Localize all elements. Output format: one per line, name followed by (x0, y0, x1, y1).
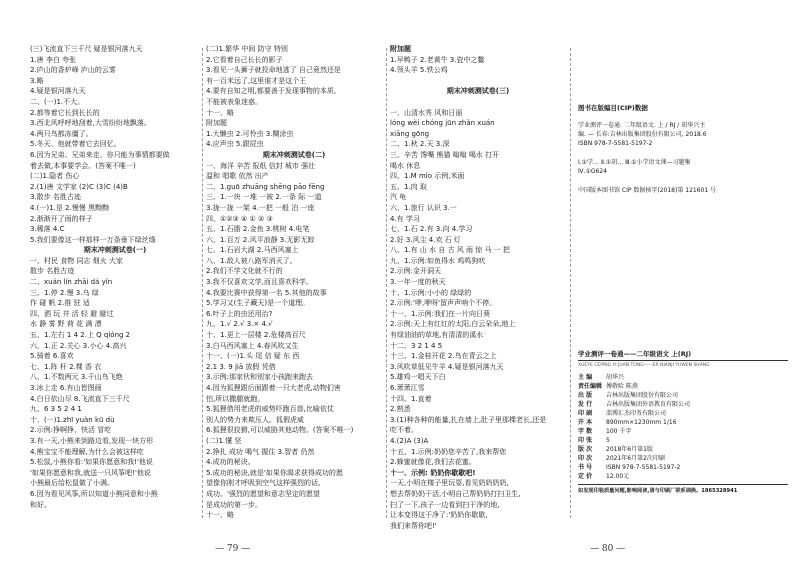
answer-column-2 (206, 44, 382, 521)
book-info-key: 主 编 (578, 374, 593, 381)
answer-line: 八、1.有 山 水 自 古 风 雨 惊 马 一 把 (390, 246, 510, 255)
column-divider (202, 48, 203, 518)
answer-line: 散步 名胜古迹 (30, 267, 75, 276)
book-info-row (578, 454, 788, 463)
answer-line: 三、辛苦 馋嘴 熊猫 嗡嗡 喝水 打开 (390, 150, 500, 159)
answer-line: (二)1.懂 坚 (206, 436, 242, 445)
page-number-right: — 80 — (590, 544, 626, 554)
book-rows (578, 373, 788, 481)
page-number-left: — 79 — (215, 544, 251, 554)
answer-line: 二、1.guō zhuāng shēng pāo fēng (206, 182, 325, 191)
answer-line: 四、①②③ ④ ① ② ③ (206, 214, 273, 223)
answer-line: 八、1.不数两元 3.千山鸟飞绝 (30, 373, 123, 382)
book-info-value: 吉林出版集团外语教育有限公司 (606, 401, 691, 408)
answer-line: 十二、3 2 1 4 5 (390, 341, 443, 350)
answer-line: 三、1.停 2.慢 3.乌 绿 (30, 288, 99, 297)
answer-line: 想去帮奶奶干活,小明自己帮奶奶打扫卫生, (390, 489, 521, 498)
answer-line: 6.狐狸很狡猾,可以威胁其他动物。(答案不唯一) (206, 426, 354, 435)
book-info-key: 印 张 (578, 437, 593, 444)
answer-line: 2.示例:天上有红红的太阳,白云朵朵,地上 (390, 320, 516, 329)
answer-line: 一天,小明在楼子里玩耍,看见奶奶奶奶, (390, 479, 509, 488)
answer-line: 5.冬天、他就带着它去回忆。 (30, 140, 121, 149)
answer-line: 1.唐 李白 夸张 (30, 55, 77, 64)
answer-line: 4.领头羊 5.铁公鸡 (390, 66, 448, 75)
answer-line: 让本变得这干净了:'奶奶你歇歇, (390, 511, 488, 520)
answer-line: 有一百米远了,这里谁才是这个王 (206, 76, 307, 85)
answer-line: (二)1.隐者 伤心 (30, 172, 80, 181)
answer-line: 九、1.示例:如鱼得水 鸡鸣狗吠 (390, 256, 486, 265)
answer-line: 3.白马西风塞上 4.春风吹又生 (206, 341, 299, 350)
book-info-value: 胡华兴 (606, 374, 625, 381)
answer-line: 4.应声虫 5.跟屁虫 (206, 140, 264, 149)
column-divider (570, 48, 571, 518)
book-note: 如发现印装质量问题,影响阅读,请与印刷厂联系调换。1865328941 (578, 484, 788, 496)
answer-line: 七、1.石 2.有 3.向 4.学习 (390, 225, 473, 234)
cip-row: ISBN 978-7-5581-5197-2 (578, 140, 653, 147)
book-title: 学业测评一卷通——二年级语文 上(RJ) (578, 350, 788, 361)
answer-line: 3.散步 名胜古迹 (30, 193, 81, 202)
book-info-key: 责任编辑 (578, 383, 603, 390)
answer-line: 四、洒 玩 井 活 轻 避 避过 (30, 309, 114, 318)
answer-line: 2.挣扎 成功 喝气 握住 3.智者 仍然 (206, 447, 315, 456)
book-info-value: ISBN 978-7-5581-5197-2 (606, 464, 681, 471)
answer-line: 5.雄鸡一唱天下白 (390, 373, 446, 382)
answer-line: 扫了一下,孩子一边看到扫干净的地, (390, 500, 500, 509)
answer-line: 4.我要比赛中获得第一名 5.其他的故事 (206, 288, 327, 297)
answer-line: 5.骑着 6.喜欢 (30, 352, 74, 361)
answer-line: 十一、1.示例:我们在一片向日葵 (390, 309, 491, 318)
book-info-value: 2021年6月第2次印刷 (606, 455, 665, 462)
answer-line: 3.冰上走 6.有山皆图画 (30, 384, 102, 392)
answer-line: 1.早鸭子 2.老黄牛 3.瓷中之鳖 (390, 55, 485, 64)
answer-line: 4.要有自知之明,都要善于发现事物的本质, (206, 87, 337, 96)
answer-line: 五、1.肉 取 (390, 182, 427, 191)
cip-row: 编. — 长春:吉林出版集团股份有限公司, 2018.6 (578, 131, 707, 138)
answer-line: 喝水 休息 (390, 161, 421, 170)
book-info-value: 890mm×1230mm 1/16 (606, 419, 677, 426)
answer-line: xiāng gōng (390, 129, 430, 138)
book-info-row (578, 391, 788, 400)
answer-line (390, 97, 566, 108)
book-subtitle: XUEYE CEPING YI JUAN TONG——ER NIANJI YUWEN SHANG (578, 363, 710, 368)
answer-line: 六、1.正 2.关心 3.小心 4.高兴 (30, 341, 127, 350)
book-info-value: 100 千字 (606, 428, 632, 435)
answer-line: 二、xuán lín zhāi dá yǐn (30, 278, 113, 287)
answer-line: 6.萧萧江雪 (390, 384, 425, 392)
answer-line: 4.疑是银河落九天 (30, 87, 86, 96)
answer-line: 成功。'强烈的愿望和意志坚定的愿望 (206, 489, 320, 498)
answer-line: 3.我不仅喜欢文学,而且喜欢科学。 (206, 278, 313, 287)
answer-line: 十一、(一)1.头 尾 信 疑 东 西 (206, 352, 300, 361)
book-info-value: 吉林出版集团股份有限公司 (606, 392, 679, 399)
answer-line: 期末冲刺测试卷(一) (83, 246, 147, 255)
book-info-key: 发 行 (578, 401, 593, 408)
answer-line: 3.有一天,小熊来到路边看,发现一块方形 (30, 436, 154, 445)
answer-line: 一、海洋 辛苦 报纸 信封 城市 强壮 (206, 161, 316, 170)
answer-line: 4.成功的秘诀。 (206, 458, 255, 467)
answer-line: 2.示例:'咿,咿呀'留声声响个不停。 (390, 299, 497, 308)
answer-line: 3.稀落 4.C (30, 225, 65, 234)
cip-row: 中国版本图书馆 CIP 数据核字(2018)第 121601 号 (578, 187, 717, 194)
answer-line: 4.(一)1.是 2.慢慢 黑黝黝 (30, 203, 109, 212)
answer-line: 别人的势力来欺压人。狐假虎威 (206, 415, 304, 424)
book-info-value: 12.00元 (606, 473, 630, 480)
answer-line: 三、1.一块 一堆 一被 2.一条 际 一道 (206, 193, 322, 202)
answer-line: 5.成功的秘诀,就是'如果你渴求获得成功的愿 (206, 468, 343, 477)
answer-line: 3.看见一头狮子就投命地逃了 自己竟然还是 (206, 66, 341, 75)
answer-line: 4.(2)A (3)A (390, 436, 429, 445)
answer-line: 作 碰 帆 2.推 驻 适 (30, 299, 90, 308)
answer-line: 4.两只鸟都冻僵了。 (30, 129, 93, 138)
answer-line: 4.因为狐狸跟后面跟着一只大老虎,动物们害 (206, 384, 341, 392)
answer-line: 2.(1)唐 文学家 (2)C (3)C (4)B (30, 182, 128, 191)
answer-line: 十一、略 (206, 108, 234, 117)
answer-line: 一、山清水秀 风和日丽 (390, 108, 463, 117)
book-info-block (578, 350, 788, 496)
answer-line: 和好。 (30, 500, 51, 509)
answer-line: 望像你刚才呼吸到空气这样强烈的话, (206, 479, 321, 488)
answer-line: 一、村民 食物 同志 烟火 大家 (30, 256, 123, 265)
answer-line: 七、1.阵 杆 2.棵 香 衣 (30, 362, 102, 371)
answer-line: 5.狐狸借用老虎的威势吓跑百兽,比喻依仗 (206, 405, 334, 414)
answer-line: 2.好 3.风尘 4.欢 石 灯 (390, 235, 461, 244)
answer-line: 2.蜂蜜就像花,我们去花蜜。 (390, 458, 476, 467)
answer-line: 5.松鼠,小熊你看:'如果你愿意和我!'他说 (30, 458, 153, 467)
answer-line: 七、1.石岩大湖 2.马西风塞上 (206, 246, 299, 255)
book-info-key: 字 数 (578, 428, 593, 435)
answer-line: 3.一年一度的秋天 (390, 278, 446, 287)
book-info-row (578, 382, 788, 391)
answer-column-1 (30, 44, 200, 510)
cip-data-block (578, 104, 788, 195)
answer-column-3 (390, 44, 566, 531)
book-info-key: 版 次 (578, 446, 593, 453)
cip-rows (578, 121, 788, 195)
book-info-key: 开 本 (578, 419, 593, 426)
answer-line: 2.庐山的香炉峰 庐山的云雾 (30, 66, 116, 75)
book-info-row (578, 427, 788, 436)
book-info-row (578, 472, 788, 481)
answer-line: 汽 龟 (390, 193, 407, 202)
book-info-key: 印 次 (578, 455, 593, 462)
book-info-value: 2018年6月第1版 (606, 446, 653, 453)
answer-key-spread (30, 44, 790, 554)
answer-line: 十五、1.示例:奶奶您辛苦了,我来帮您 (390, 447, 507, 456)
answer-line: 我们来帮你吧!' (390, 521, 437, 530)
answer-line: 有绿油油的草地,有清清的溪水 (390, 331, 484, 340)
answer-line: 2.示例:挣啊挣、快活 冒吃 (30, 426, 112, 435)
answer-line: 九、1.√ 2.√ 3.× 4.√ (206, 320, 273, 329)
answer-line: 二、(一)1.不大。 (30, 97, 85, 106)
answer-line (390, 76, 566, 87)
book-info-row (578, 373, 788, 382)
column-divider (386, 48, 387, 518)
book-info-value: 傅敬哈 陈燕 (606, 383, 638, 390)
answer-line: lóng wèi chóng jūn zhǎn xuán (390, 119, 495, 128)
answer-line: (三)飞流直下三千尺 疑是银河落九天 (30, 45, 143, 53)
answer-line: 六、1.百万 2.风平浪静 3.无影无踪 (206, 235, 315, 244)
book-info-key: 书 号 (578, 464, 593, 471)
answer-line: 四、1.M mǐo 示例,米面 (390, 172, 465, 181)
answer-line: 十、(一)1.zhī yuàn kū dù (30, 415, 115, 424)
answer-line: 十一、略 (206, 511, 234, 520)
answer-line: 着去做,本事要学会。(答案不唯一) (30, 161, 136, 170)
answer-line: 小熊最后给松鼠做了小满。 (30, 479, 114, 488)
answer-line: 4.有 学习 (390, 214, 420, 223)
answer-line: 4.白日依山尽 8.飞流直下三千尺 (30, 394, 130, 403)
answer-line: 十三、1.金桂开花 2.鸟在青云之上 (390, 352, 497, 361)
answer-line: 六、1.旅行 认识 3.一 (390, 203, 457, 212)
answer-line: 期末冲刺测试卷(三) (446, 87, 510, 96)
book-info-value: 淄博汇杰印务有限公司 (606, 410, 667, 417)
cip-row: Ⅳ.①G624 (578, 168, 607, 175)
answer-line: 3.略 (30, 76, 44, 85)
answer-line: 3.(1)种各种的能量,扎在墙上,肚子里那棵老长,还是 (390, 415, 547, 424)
answer-line: 附加题 (390, 45, 411, 53)
answer-line: 不能被表象迷惑。 (206, 97, 262, 106)
answer-line: 八、1.敌人被八路军消灭了。 (206, 256, 297, 265)
answer-line: 十、1.更上一层楼 2.危楼高百尺 (206, 331, 306, 340)
answer-line: 3.西北风呼呼地刮着,大雪纷纷地飘落。 (30, 119, 151, 128)
answer-line: 2.我们不学文化就不行的 (206, 267, 283, 276)
answer-line: 3.拢一拢 一架 4.一把 一般 泊 一座 (206, 203, 315, 212)
answer-line: 5.我们要像这一样那样一万条垂下绿丝绦 (30, 235, 156, 244)
answer-line: 6.叶子上的虫还用治? (206, 309, 273, 318)
book-info-value: 5 (606, 437, 610, 444)
answer-line: 3.风吹草低见牛羊 4.疑是银河落九天 (390, 362, 504, 371)
answer-line: 期末冲刺测试卷(二) (262, 150, 326, 159)
answer-line: 2.它看着自己长长的影子 (206, 55, 283, 64)
answer-line: 4.熊宝宝不能理解,为什么会被这样吃 (30, 447, 144, 456)
book-info-row (578, 445, 788, 454)
answer-line: 1.大懒虫 2.可怜虫 3.糊涂虫 (206, 129, 294, 138)
answer-line: (二)1.繁华 中间 防守 特别 (206, 45, 288, 53)
book-info-row (578, 436, 788, 445)
answer-line: 2.渐渐开了雨的样子 (30, 214, 93, 223)
answer-line: 2.1 3. 9 jiā 放假 凭借 (206, 362, 276, 371)
answer-line: 2.都等着它长到长长的 (30, 108, 100, 117)
answer-line: 九、6 3 5 2 4 1 (30, 405, 82, 414)
answer-line: 附加题 (206, 119, 227, 128)
answer-line: 十一、示例: 奶奶你歇歇吧! (390, 468, 476, 477)
book-info-row (578, 400, 788, 409)
answer-line: 怕,所以撒腿就跑。 (206, 394, 265, 403)
book-info-key: 出 版 (578, 392, 593, 399)
answer-line: 十四、1.直着 (390, 394, 432, 403)
answer-line: 温和 唱歌 依然 出产 (206, 172, 269, 181)
cip-row (578, 176, 788, 186)
answer-line: 是成功的第一步。 (206, 500, 262, 509)
answer-line: 吃不着。 (390, 426, 418, 435)
book-info-key: 定 价 (578, 473, 593, 480)
answer-line: 二、1.秋 2.天 3.深 (390, 140, 450, 149)
answer-line: 6.因为兄弟、兄弟来走、你只能为事情都要做 (30, 150, 170, 159)
answer-line: 水 静 雾 野 荷 花 满 漂 (30, 320, 102, 329)
cip-row: Ⅰ.①学… Ⅱ.①胡… Ⅲ.①小学语文课—习题集 (578, 159, 691, 166)
book-info-row (578, 463, 788, 472)
cip-row (578, 148, 788, 158)
answer-line: 5.学习又(生子藏天)是一个道理。 (206, 299, 310, 308)
cip-row: 学业测评一卷通. 二年级语文. 上 / RJ / 胡华兴主 (578, 122, 706, 129)
answer-line: 2.熟悉 (390, 405, 411, 414)
answer-line: 6.因为看见风筝,所以知道小熊同意和小熊 (30, 489, 158, 498)
cip-title: 图书在版编目(CIP)数据 (578, 104, 648, 112)
book-info-row (578, 409, 788, 418)
answer-line: '如果你愿意和我,就送一只风筝吧!'他说 (30, 468, 151, 477)
book-info-key: 印 刷 (578, 410, 593, 417)
answer-line: 2.示例:金开洞天 (390, 267, 442, 276)
answer-line: 3.示例:那家伙和别家小孩跑来跑去 (206, 373, 314, 382)
answer-line: 十、1.示例:小小的 绿绿的 (390, 288, 472, 297)
answer-line: 五、1.石脂 2.金鱼 3.桃树 4.电笔 (206, 225, 310, 234)
book-info-row (578, 418, 788, 427)
answer-line: 五、1.左右 1 4 2.上 Q qióng 2 (30, 331, 131, 340)
